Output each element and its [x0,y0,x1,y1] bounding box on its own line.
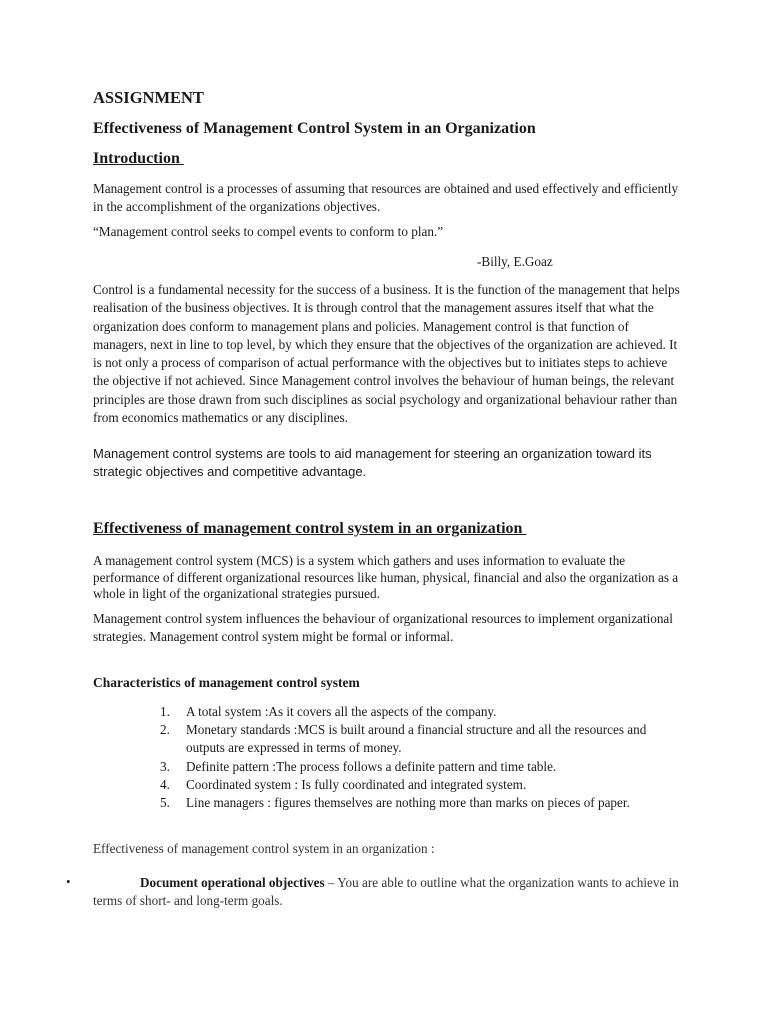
introduction-heading: Introduction [93,150,184,167]
section-heading-effectiveness: Effectiveness of management control system in an organization [93,520,527,537]
bullet-item-description: – You are able to outline what the organization wants to achieve in terms of short- and long-term goals. [93,875,679,908]
document-title: Effectiveness of Management Control System in an Organization [93,120,536,137]
list-item-text: Monetary standards :MCS is built around a financial structure and all the resources and outputs are expressed in terms of money. [186,722,647,756]
list-item-text: Definite pattern :The process follows a definite pattern and time table. [186,758,557,774]
intro-paragraph: Management control is a processes of assuming that resources are obtained and used effectively and efficiently in the accomplishment of the organizations objectives. [93,181,679,215]
list-item [160,758,680,776]
bullet-item-operational-objectives [93,874,683,909]
quote-text: “Management control seeks to compel events to conform to plan.” [93,224,444,239]
bullet-item-bold-label: Document operational objectives [140,875,325,890]
list-item-text: Coordinated system : Is fully coordinated and integrated system. [186,776,527,792]
mcs-definition-paragraph: A management control system (MCS) is a system which gathers and uses information to evaluate the performance of different organizational resources like human, physical, financial and also the organization as a whole in light of the organizational strategies pursued. [93,553,679,602]
quote-author: -Billy, E.Goaz [477,254,553,269]
list-item-number: 1. [160,704,170,719]
effectiveness-intro-line: Effectiveness of management control system in an organization : [93,841,435,856]
characteristics-list [160,703,680,812]
list-item [160,776,680,794]
bullet-icon: • [66,874,71,889]
list-item-number: 4. [160,776,170,792]
list-item-number: 3. [160,758,170,774]
control-paragraph: Control is a fundamental necessity for the success of a business. It is the function of the management that helps realisation of the business objectives. It is through control that the management assures itself that what the organization does conform to management plans and policies. Management control is that function of managers, next in line to top level, by which they ensure that the objectives of the organization are achieved. It is not only a process of comparison of actual performance with the objectives but to initiates steps to achieve the objective if not achieved. Since Management control involves the behaviour of human beings, the relevant principles are those drawn from such disciplines as social psychology and organizational behaviour rather than from economics mathematics or any disciplines. [93,282,680,426]
list-item-number: 5. [160,795,170,811]
list-item-text: Line managers : figures themselves are nothing more than marks on pieces of paper. [186,795,630,811]
list-item-number: 2. [160,722,170,738]
list-item [160,721,680,757]
characteristics-heading: Characteristics of management control system [93,675,360,690]
list-item [160,703,680,721]
list-item-text: A total system :As it covers all the aspects of the company. [186,704,497,719]
list-item [160,794,680,812]
mcs-influence-paragraph: Management control system influences the behaviour of organizational resources to implement organizational strategies. Management control system might be formal or informal. [93,611,673,644]
assignment-heading: ASSIGNMENT [93,88,204,107]
tools-paragraph: Management control systems are tools to aid management for steering an organization toward its strategic objectives and competitive advantage. [93,446,652,480]
